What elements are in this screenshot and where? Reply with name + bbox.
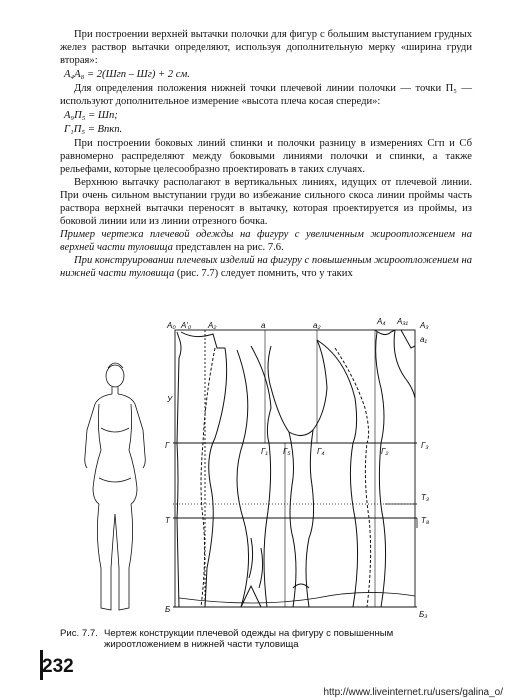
page-number: 232 — [42, 656, 74, 677]
formula-g1p5: Г₁П₅ = Впкп. — [64, 124, 123, 135]
label-a: а — [261, 321, 266, 330]
example-italic: Пример чертежа плечевой одежды на фигуру с увеличенным жироотложением на верхней части туловища — [60, 229, 472, 253]
paragraph-1: При построении верхней вытачки полочки для фигур с большим выступанием грудных желез раствор вытачки определяют, используя дополнительную мерку «ширина груди вторая»: — [60, 29, 472, 66]
label-g: Г — [165, 441, 170, 450]
grid-frame — [173, 330, 417, 607]
label-a2: А₂ — [208, 321, 217, 330]
woman-silhouette — [85, 363, 146, 610]
armhole-shape — [268, 340, 327, 607]
formula-a9p5: А₉П₅ = Шп; — [64, 110, 118, 121]
formula-a4a8: А₄А₈ = 2(Шгп – Шг) + 2 см. — [64, 69, 190, 80]
label-a0prime: А'₀ — [181, 321, 192, 330]
paragraph-2: Для определения положения нижней точки плечевой линии полочки — точки П₅ — используют дополнительное измерение «высота плеча косая спереди»: — [60, 83, 472, 107]
label-g5: Г₅ — [283, 447, 291, 456]
example-tail: представлен на рис. 7.6. — [175, 242, 284, 253]
label-t8: Т₈ — [421, 516, 430, 525]
label-a1: а₁ — [420, 335, 427, 344]
paragraph-6 — [60, 254, 472, 280]
label-t3: Т₃ — [421, 493, 430, 502]
label-g3: Г₃ — [421, 441, 429, 450]
label-a4: А₄ — [377, 318, 386, 326]
label-a31: А₃₁ — [397, 318, 409, 326]
watermark-url: http://www.liveinternet.ru/users/galina_o/ — [323, 687, 503, 698]
front-piece — [317, 330, 415, 607]
label-b3: Б₃ — [419, 610, 428, 619]
label-u: У — [167, 395, 173, 404]
label-a3: А₃ — [420, 321, 429, 330]
figure-7-7 — [55, 318, 495, 620]
label-g4: Г₄ — [317, 447, 325, 456]
caption-number: Рис. 7.7. — [60, 628, 98, 639]
label-a2-small: а₂ — [313, 321, 321, 330]
lower-body-italic: При конструировании плечевых изделий на фигуру с повышенным жироотложением на нижней части туловища — [60, 255, 472, 279]
label-a0: А₀ — [167, 321, 176, 330]
label-t: Т — [165, 516, 170, 525]
caption-text: Чертеж конструкции плечевой одежды на фигуру с повышенным жироотложением в нижней части туловища — [104, 628, 394, 650]
paragraph-3: При построении боковых линий спинки и полочки разницу в измерениях Сгп и Сб равномерно распределяют между боковыми линиями полочки и спинки, а также рельефами, которые целесообразно проектировать в таких случаях. — [60, 138, 472, 175]
label-g2: Г₂ — [381, 447, 389, 456]
body-text — [60, 28, 472, 280]
figure-caption — [60, 628, 460, 650]
label-b: Б — [165, 605, 171, 614]
paragraph-4: Верхнюю вытачку располагают в вертикальных линиях, идущих от плечевой линии. При очень сильном выступании груди во избежание сильного скоса линии проймы часть раствора верхней вытачки переносят в вытачку, которая проектируется из проймы, из боковой линии или из линии отрезного бочка. — [60, 177, 472, 227]
paragraph-5 — [60, 228, 472, 254]
back-piece — [177, 332, 227, 607]
label-g1: Г₁ — [261, 447, 268, 456]
pattern-drawing — [55, 318, 495, 620]
lower-body-tail: (рис. 7.7) следует помнить, что у таких — [176, 268, 353, 279]
side-panels — [237, 346, 271, 607]
